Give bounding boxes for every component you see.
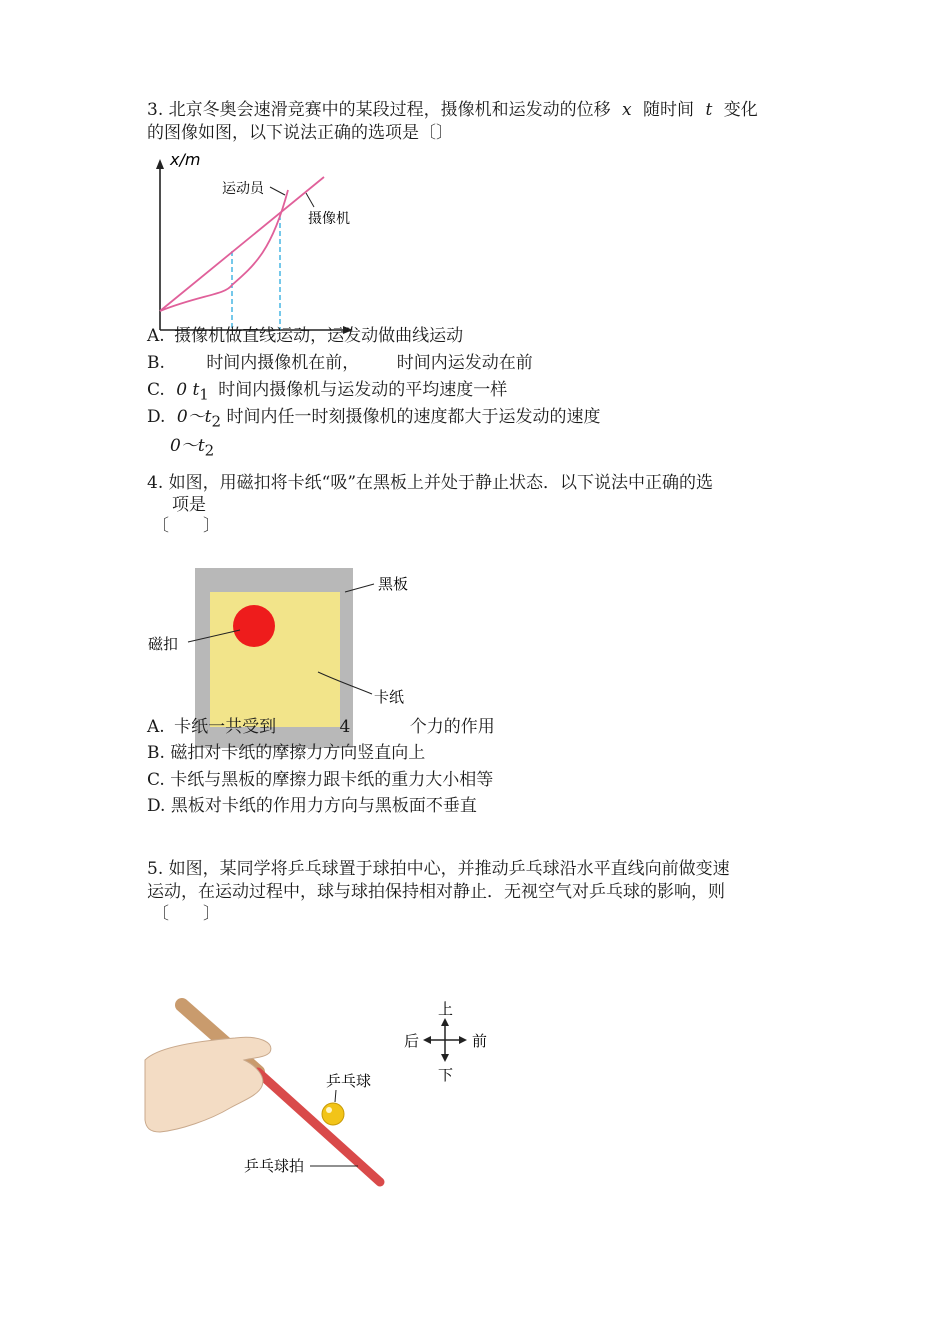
camera-label: 摄像机 [308, 211, 350, 227]
q4-option-d-text: 黑板对卡纸的作用力方向与黑板面不垂直 [170, 796, 477, 816]
direction-compass [404, 1000, 487, 1084]
q5-bracket: 〔 〕 [152, 904, 220, 924]
q3-option-b [147, 352, 533, 374]
arrow-right-icon [459, 1036, 467, 1044]
q3-text-a: 北京冬奥会速滑竞赛中的某段过程，摄像机和运发动的位移 [168, 100, 611, 120]
q3-text-b: 随时间 [643, 100, 695, 120]
y-axis-label: x/m [170, 150, 201, 169]
q4-bracket: 〔 〕 [152, 516, 220, 536]
q4-option-c-text: 卡纸与黑板的摩擦力跟卡纸的重力大小相等 [170, 770, 494, 790]
q4-option-a [147, 716, 495, 738]
q5-line1 [147, 858, 730, 880]
q3-var-x: x [622, 100, 632, 120]
q4-option-c [147, 769, 493, 791]
q3-option-b-text1: 时间内摄像机在前， [206, 353, 360, 373]
q3-option-c-sub: 1 [199, 385, 209, 404]
y-axis-arrow [156, 159, 164, 169]
q4-option-a-text1: 卡纸一共受到 [174, 717, 277, 737]
q3-option-a-text: 摄像机做直线运动，运发动做曲线运动 [174, 326, 464, 346]
card-paper [210, 592, 340, 727]
q4-option-b-text: 磁扣对卡纸的摩擦力方向竖直向上 [170, 743, 426, 763]
q4-option-b-letter: B. [147, 743, 165, 763]
q3-extra-range-text: 0～t [170, 436, 205, 456]
q3-option-c-text: 时间内摄像机与运发动的平均速度一样 [218, 380, 508, 400]
q3-xt-graph [140, 145, 370, 345]
q5-line1-text: 如图，某同学将乒乓球置于球拍中心，并推动乒乓球沿水平直线向前做变速 [168, 859, 730, 879]
q3-line1 [147, 99, 758, 121]
q3-option-a [147, 325, 463, 347]
q3-option-d-sub: 2 [211, 412, 222, 431]
q5-line2: 运动，在运动过程中，球与球拍保持相对静止．无视空气对乒乓球的影响，则 [147, 882, 725, 902]
q3-option-d [147, 406, 600, 432]
ball-highlight [326, 1107, 332, 1113]
blackboard-label: 黑板 [378, 575, 409, 593]
q4-line1-text: 如图，用磁扣将卡纸“吸”在黑板上并处于静止状态．以下说法中正确的选 [168, 473, 714, 493]
q3-number: 3. [147, 100, 164, 120]
q3-text-c: 变化 [723, 100, 758, 120]
hand [145, 1037, 271, 1132]
dir-front-label: 前 [472, 1032, 488, 1050]
q3-option-c-range: 0 t [176, 380, 200, 400]
q4-option-d-letter: D. [147, 796, 166, 816]
ball-label: 乒乓球 [326, 1072, 372, 1090]
athlete-curve [160, 190, 288, 311]
q4-option-a-letter: A. [147, 717, 165, 737]
camera-line [160, 177, 324, 311]
q3-option-d-text: 时间内任一时刻摄像机的速度都大于运发动的速度 [226, 407, 601, 427]
q3-option-c [147, 379, 507, 405]
q3-option-d-letter: D. [147, 407, 166, 427]
q4-option-a-text2: 个力的作用 [409, 717, 495, 737]
ping-pong-ball [322, 1103, 344, 1125]
ball-leader [335, 1090, 336, 1102]
q5-figure [140, 990, 510, 1190]
card-label: 卡纸 [374, 688, 405, 706]
q3-extra-range [170, 435, 214, 461]
arrow-up-icon [441, 1018, 449, 1026]
magnet [233, 605, 275, 647]
q5-number: 5. [147, 859, 164, 879]
q3-extra-range-sub: 2 [204, 441, 215, 460]
q4-number: 4. [147, 473, 164, 493]
paddle-label: 乒乓球拍 [244, 1157, 305, 1175]
camera-leader [306, 193, 314, 207]
dir-back-label: 后 [404, 1032, 420, 1050]
arrow-down-icon [441, 1054, 449, 1062]
q3-line2: 的图像如图，以下说法正确的选项是〔〕 [147, 123, 453, 143]
q3-option-b-text2: 时间内运发动在前 [396, 353, 533, 373]
q4-option-d [147, 795, 477, 817]
athlete-leader [270, 187, 285, 195]
q3-option-b-letter: B. [147, 353, 165, 373]
q3-option-c-letter: C. [147, 380, 165, 400]
magnet-label: 磁扣 [148, 635, 179, 653]
arrow-left-icon [423, 1036, 431, 1044]
q4-line1 [147, 472, 713, 494]
q3-option-d-range: 0～t [176, 407, 212, 427]
q4-option-b [147, 742, 425, 764]
q4-line2: 项是 [172, 495, 206, 515]
q4-option-a-num: 4 [339, 717, 351, 737]
q3-var-t: t [705, 100, 713, 120]
athlete-label: 运动员 [222, 181, 264, 197]
q3-option-a-letter: A. [147, 326, 165, 346]
dir-down-label: 下 [438, 1066, 454, 1084]
q4-option-c-letter: C. [147, 770, 165, 790]
dir-up-label: 上 [438, 1000, 454, 1018]
